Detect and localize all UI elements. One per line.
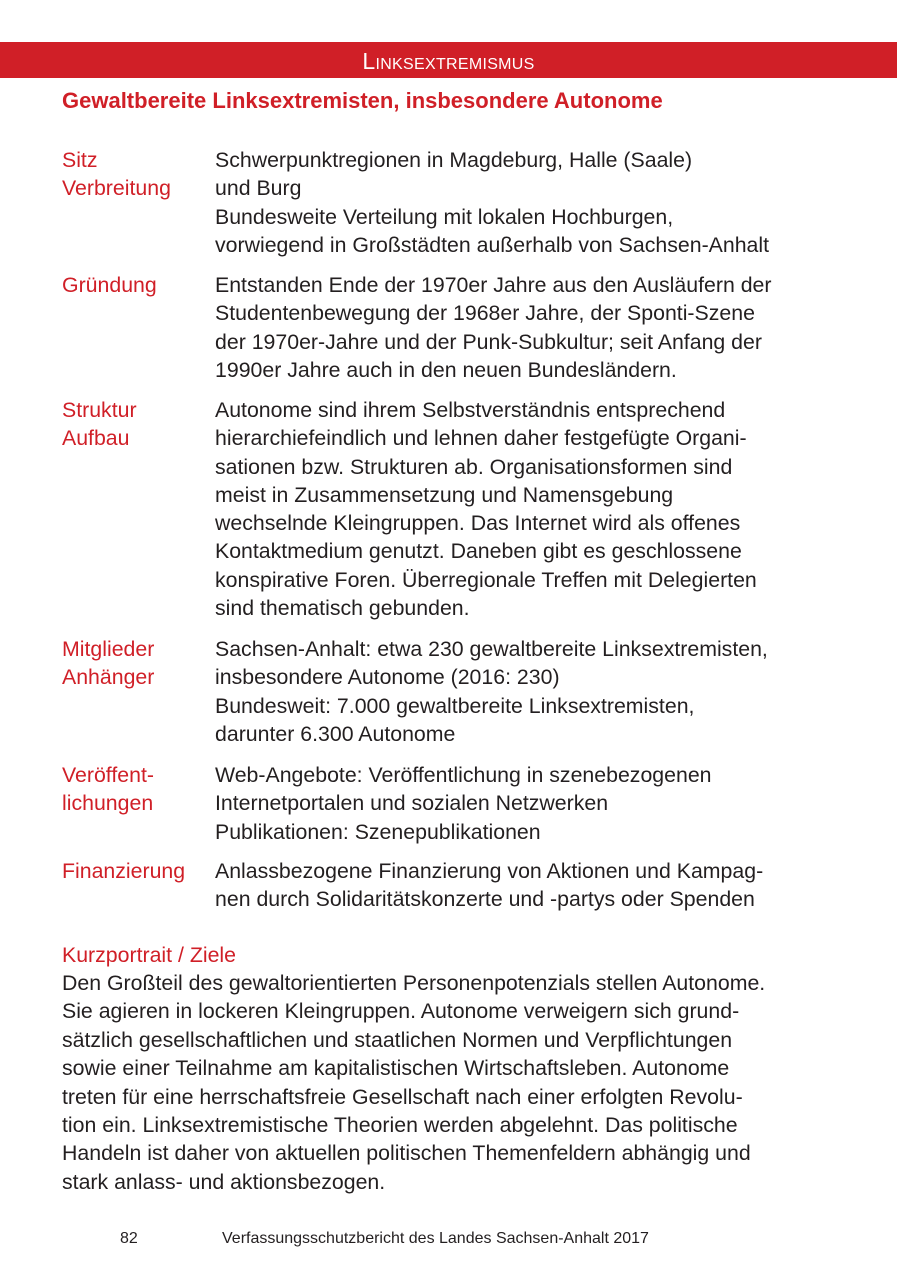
paragraph-line: Den Großteil des gewaltorientierten Personenpotenzials stellen Autonome. xyxy=(62,971,766,995)
fact-label xyxy=(62,146,212,203)
value-line: sationen bzw. Strukturen ab. Organisationsformen sind xyxy=(215,454,733,479)
value-line: und Burg xyxy=(215,176,302,201)
value-line: Kontaktmedium genutzt. Daneben gibt es geschlossene xyxy=(215,539,742,564)
value-line: hierarchiefeindlich und lehnen daher festgefügte Organi- xyxy=(215,426,747,451)
value-line: Bundesweite Verteilung mit lokalen Hochburgen, xyxy=(215,204,674,229)
value-line: 1990er Jahre auch in den neuen Bundesländern. xyxy=(215,357,677,382)
page-subtitle: Gewaltbereite Linksextremisten, insbesondere Autonome xyxy=(62,88,663,113)
value-line: der 1970er-Jahre und der Punk-Subkultur; seit Anfang der xyxy=(215,329,762,354)
fact-label xyxy=(62,761,212,818)
paragraph-line: sätzlich gesellschaftlichen und staatlichen Normen und Verpflichtungen xyxy=(62,1027,733,1052)
paragraph-line: Sie agieren in lockeren Kleingruppen. Autonome verweigern sich grund- xyxy=(62,999,740,1024)
label-line: Mitglieder xyxy=(62,637,155,661)
label-line: Anhänger xyxy=(62,665,155,690)
page-number: 82 xyxy=(120,1230,138,1247)
value-line: Internetportalen und sozialen Netzwerken xyxy=(215,791,609,816)
value-line: darunter 6.300 Autonome xyxy=(215,721,456,746)
value-line: Bundesweit: 7.000 gewaltbereite Linksextremisten, xyxy=(215,693,695,718)
kurzportrait-heading: Kurzportrait / Ziele xyxy=(62,943,236,967)
value-line: sind thematisch gebunden. xyxy=(215,596,470,621)
fact-value xyxy=(215,635,855,748)
value-line: konspirative Foren. Überregionale Treffen mit Delegierten xyxy=(215,567,757,592)
fact-value xyxy=(215,761,855,846)
label-line: Gründung xyxy=(62,273,157,297)
paragraph-line: sowie einer Teilnahme am kapitalistischen Wirtschaftsleben. Autonome xyxy=(62,1056,730,1081)
fact-value xyxy=(215,396,855,622)
label-line: Finanzierung xyxy=(62,859,186,883)
value-line: Sachsen-Anhalt: etwa 230 gewaltbereite Linksextremisten, xyxy=(215,637,768,661)
fact-label xyxy=(62,396,212,453)
label-line: Veröffent- xyxy=(62,763,154,787)
value-line: Entstanden Ende der 1970er Jahre aus den Ausläufern der xyxy=(215,273,772,297)
label-line: lichungen xyxy=(62,791,154,816)
value-line: nen durch Solidaritätskonzerte und -partys oder Spenden xyxy=(215,887,755,912)
value-line: Publikationen: Szenepublikationen xyxy=(215,819,541,844)
paragraph-line: tion ein. Linksextremistische Theorien werden abgelehnt. Das politische xyxy=(62,1113,738,1138)
fact-value xyxy=(215,271,855,384)
fact-value xyxy=(215,857,855,914)
label-line: Aufbau xyxy=(62,426,130,451)
value-line: meist in Zusammensetzung und Namensgebung xyxy=(215,482,674,507)
footer-title: Verfassungsschutzbericht des Landes Sachsen-Anhalt 2017 xyxy=(222,1230,649,1247)
paragraph-line: Handeln ist daher von aktuellen politischen Themenfeldern abhängig und xyxy=(62,1141,751,1166)
value-line: Autonome sind ihrem Selbstverständnis entsprechend xyxy=(215,398,726,422)
section-header-bar: Linksextremismus xyxy=(0,42,897,78)
label-line: Struktur xyxy=(62,398,137,422)
value-line: insbesondere Autonome (2016: 230) xyxy=(215,665,560,690)
paragraph-line: treten für eine herrschaftsfreie Gesellschaft nach einer erfolgten Revolu- xyxy=(62,1084,743,1109)
value-line: Anlassbezogene Finanzierung von Aktionen und Kampag- xyxy=(215,859,764,883)
fact-label xyxy=(62,635,212,692)
label-line: Verbreitung xyxy=(62,176,171,201)
value-line: vorwiegend in Großstädten außerhalb von Sachsen-Anhalt xyxy=(215,232,770,257)
value-line: Web-Angebote: Veröffentlichung in szenebezogenen xyxy=(215,763,712,787)
fact-label xyxy=(62,857,212,885)
value-line: Studentenbewegung der 1968er Jahre, der Sponti-Szene xyxy=(215,301,755,326)
value-line: wechselnde Kleingruppen. Das Internet wird als offenes xyxy=(215,511,741,536)
paragraph-line: stark anlass- und aktionsbezogen. xyxy=(62,1169,386,1194)
label-line: Sitz xyxy=(62,148,98,172)
fact-value xyxy=(215,146,855,259)
fact-label xyxy=(62,271,212,299)
kurzportrait-text xyxy=(62,969,765,1196)
value-line: Schwerpunktregionen in Magdeburg, Halle (Saale) xyxy=(215,148,693,172)
